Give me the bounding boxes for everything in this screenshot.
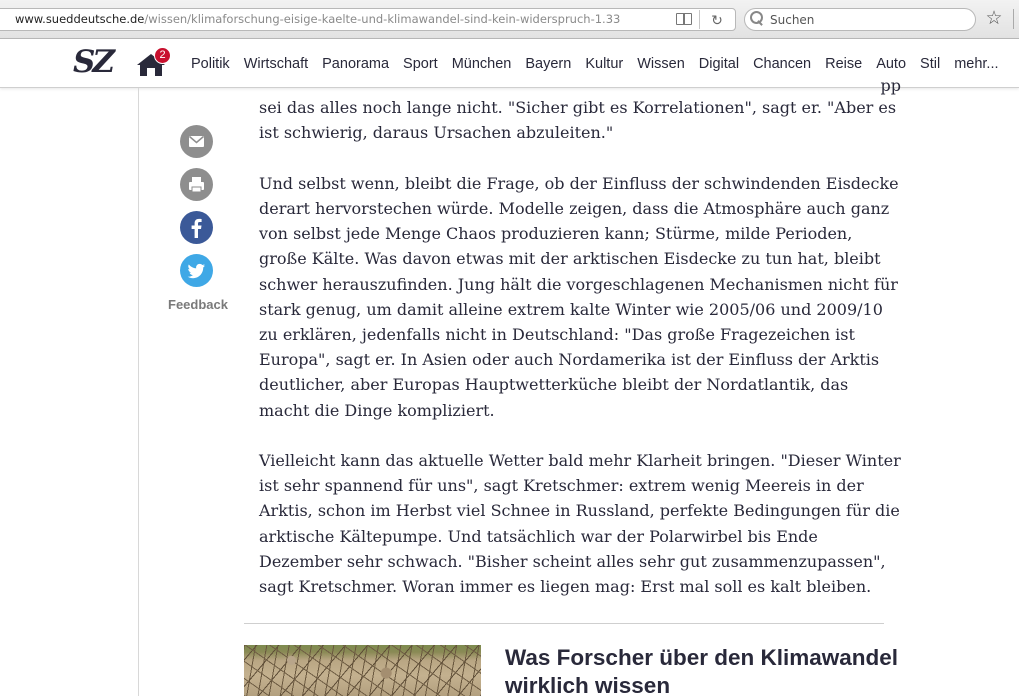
toolbar-edge [1013, 9, 1019, 29]
left-gutter-line [138, 88, 139, 696]
search-input[interactable] [744, 8, 976, 31]
nav-item-stil[interactable]: Stil [920, 56, 941, 72]
reload-icon[interactable]: ↻ [711, 12, 723, 28]
teaser-title-link[interactable]: Was Forscher über den Klimawandel wirklich wissen [505, 645, 899, 698]
address-bar-divider [699, 10, 700, 29]
share-twitter-button[interactable] [180, 254, 213, 287]
article-paragraph: Vielleicht kann das aktuelle Wetter bald mehr Klarheit bringen. "Dieser Winter ist sehr spannend für uns", sagt Kretschmer: extrem wenig Meereis in der Arktis, schon im Herbst viel Schnee in Russland, perfekte Bedingungen für die arktische Kältepumpe. Und tatsächlich war der Polarwirbel bis Ende Dezember sehr schwach. "Bisher scheint alles sehr gut zusammenzupassen", sagt Kretschmer. Woran immer es liegen mag: Erst mal soll es kalt bleiben. [259, 451, 901, 597]
nav-item-wirtschaft[interactable]: Wirtschaft [243, 56, 309, 72]
feedback-link[interactable]: Feedback [168, 297, 228, 312]
url-host: www.sueddeutsche.de [15, 12, 145, 26]
nav-item-kultur[interactable]: Kultur [585, 56, 624, 72]
nav-item-digital[interactable]: Digital [698, 56, 740, 72]
twitter-icon [180, 254, 213, 287]
facebook-icon [180, 211, 213, 244]
home-icon-door [147, 68, 155, 76]
article-paragraph: sei das alles noch lange nicht. "Sicher gibt es Korrelationen", sagt er. "Aber es ist schwierig, daraus Ursachen abzuleiten." [259, 98, 897, 143]
teaser-image-cracked-earth[interactable] [244, 645, 481, 696]
nav-item-auto[interactable]: Auto [876, 56, 907, 72]
article-divider [244, 623, 884, 624]
nav-item-sport[interactable]: Sport [403, 56, 438, 72]
sz-logo[interactable]: SZ [73, 44, 113, 80]
search-icon [750, 11, 764, 27]
cutoff-text-line [259, 76, 901, 95]
nav-item-wissen[interactable]: Wissen [637, 56, 685, 72]
notification-badge: 2 [154, 47, 171, 64]
url-path: /wissen/klimaforschung-eisige-kaelte-und-klimawandel-sind-kein-widerspruch-1.33 [144, 12, 621, 26]
share-mail-button[interactable] [180, 125, 213, 158]
site-navigation [0, 39, 1019, 88]
address-bar[interactable] [0, 8, 736, 31]
bookmark-star-icon[interactable]: ☆ [985, 8, 1003, 29]
browser-toolbar [0, 0, 1019, 39]
reader-view-icon[interactable] [676, 13, 692, 25]
nav-item-muenchen[interactable]: München [451, 56, 512, 72]
cutoff-text-fragment: pp [880, 76, 901, 95]
share-facebook-button[interactable] [180, 211, 213, 244]
article-body [259, 95, 901, 625]
article-paragraph: Und selbst wenn, bleibt die Frage, ob der Einfluss der schwindenden Eisdecke derart hervorstechen würde. Modelle zeigen, dass die Atmosphäre auch ganz von selbst jede Menge Chaos produzieren kann; Stürme, milde Perioden, große Kälte. Was davon etwas mit der arktischen Eisdecke zu tun hat, bleibt schwer herauszufinden. Jung hält die vorgeschlagenen Mechanismen nicht für stark genug, um damit alleine extrem kalte Winter wie 2005/06 und 2009/10 zu erklären, jedenfalls nicht in Deutschland: "Das große Fragezeichen ist Europa", sagt er. In Asien oder auch Nordamerika ist der Einfluss der Arktis deutlicher, aber Europas Hauptwetterküche bleibt der Nordatlantik, das macht die Dinge kompliziert. [259, 173, 899, 420]
nav-item-politik[interactable]: Politik [191, 56, 230, 72]
nav-item-reise[interactable]: Reise [825, 56, 863, 72]
print-icon [180, 168, 213, 201]
share-print-button[interactable] [180, 168, 213, 201]
nav-item-bayern[interactable]: Bayern [525, 56, 572, 72]
nav-item-more[interactable]: mehr... [954, 56, 999, 72]
nav-menu [191, 39, 999, 88]
nav-item-chancen[interactable]: Chancen [753, 56, 812, 72]
nav-item-panorama[interactable]: Panorama [322, 56, 390, 72]
mail-icon [180, 125, 213, 158]
